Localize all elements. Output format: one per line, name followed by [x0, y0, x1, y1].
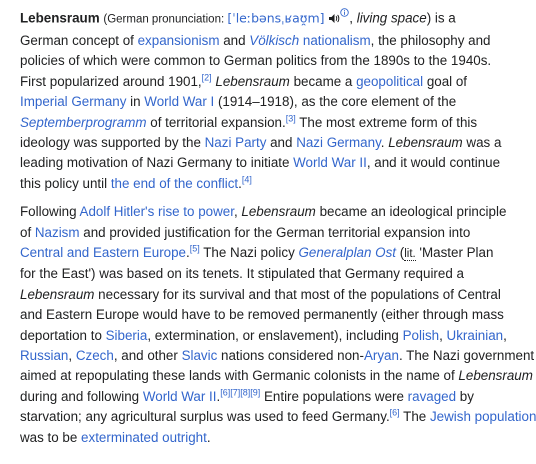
link-nazism[interactable]: Nazism [34, 224, 80, 240]
text: German concept of [20, 32, 138, 48]
intro-text: ) is a [426, 10, 456, 26]
text: became an ideological principle [315, 204, 507, 220]
link-world-war-i[interactable]: World War I [144, 94, 215, 110]
text: , and other [113, 347, 182, 363]
citation-link[interactable]: [6] [389, 407, 400, 418]
text: (1914–1918), as the core element of the [214, 94, 457, 110]
info-circle-icon[interactable] [340, 9, 349, 19]
text: nations considered non- [217, 347, 364, 363]
link-slavic[interactable]: Slavic [181, 347, 218, 363]
text: . The Nazi government [398, 347, 535, 363]
text: during and following [20, 388, 143, 404]
text: Following [20, 204, 80, 220]
text: . [238, 175, 242, 191]
text: First popularized around 1901, [20, 73, 202, 89]
text: , and it would continue [366, 155, 501, 171]
text: ideology was supported by the [20, 134, 205, 150]
link-czech[interactable]: Czech [75, 347, 114, 363]
gloss-text: living space [356, 10, 427, 26]
text: in [126, 94, 145, 110]
paragraph-intro [20, 8, 509, 194]
text: The most extreme form of this [295, 114, 478, 130]
link-volkisch[interactable]: Völkisch [249, 32, 300, 48]
text: The [399, 409, 430, 425]
link-nazi-germany[interactable]: Nazi Germany [296, 134, 381, 150]
paragraph-nazi-policy [20, 202, 536, 448]
text: , [439, 327, 447, 343]
text: . [216, 388, 221, 404]
citation-link[interactable]: [3] [285, 113, 296, 124]
text: ( [396, 244, 405, 260]
text: The Nazi policy [199, 244, 299, 260]
citation-link[interactable]: [6][7][8][9] [220, 387, 261, 398]
text: for the East') was based on its tenets. It stipulated that Germany required a [20, 266, 464, 282]
link-nationalism[interactable]: nationalism [302, 32, 371, 48]
link-siberia[interactable]: Siberia [105, 327, 148, 343]
speaker-icon[interactable] [328, 10, 340, 30]
text: and [219, 32, 250, 48]
text: by [456, 388, 474, 404]
link-end-of-conflict[interactable]: the end of the conflict [110, 175, 239, 191]
gloss-separator: , [349, 10, 357, 26]
pronunciation-label: (German pronunciation: [103, 13, 228, 26]
link-world-war-ii[interactable]: World War II [293, 155, 367, 171]
link-ravaged[interactable]: ravaged [407, 388, 457, 404]
italic-term: Lebensraum [241, 204, 316, 220]
citation-link[interactable]: [4] [241, 174, 252, 185]
text: , [68, 347, 76, 363]
link-russian[interactable]: Russian [20, 347, 69, 363]
text: of [20, 224, 35, 240]
text: , [233, 204, 242, 220]
text: and Eastern Europe would have to be removed permanently (either through mass [20, 307, 504, 323]
text: Entire populations were [260, 388, 408, 404]
text: this policy until [20, 175, 111, 191]
link-jewish-population[interactable]: Jewish population [429, 409, 536, 425]
text: policies of which were common to German politics from the 1890s to the 1940s. [20, 53, 492, 69]
text: , extermination, or enslavement), including [147, 327, 403, 343]
link-exterminated-outright[interactable]: exterminated outright [81, 429, 207, 445]
text: and provided justification for the German territorial expansion into [79, 224, 471, 240]
link-expansionism[interactable]: expansionism [137, 32, 220, 48]
italic-term: Lebensraum [388, 134, 463, 150]
text: starvation; any agricultural surplus was used to feed Germany. [20, 409, 390, 425]
text: . [206, 429, 211, 445]
link-imperial-germany[interactable]: Imperial Germany [20, 94, 127, 110]
text: . [186, 244, 190, 260]
text: aimed at repopulating these lands with Germanic colonists in the name of [20, 368, 459, 384]
link-ukrainian[interactable]: Ukrainian [446, 327, 504, 343]
text: necessary for its survival and that most of the populations of Central [94, 286, 501, 302]
citation-link[interactable]: [5] [189, 243, 200, 254]
text: was to be [20, 429, 82, 445]
article-term: Lebensraum [20, 10, 100, 26]
text: goal of [423, 73, 468, 89]
text: and [266, 134, 297, 150]
ipa-link[interactable]: [ˈleːbənsˌʁaʊ̯m] [227, 10, 325, 26]
link-septemberprogramm[interactable]: Septemberprogramm [20, 114, 147, 130]
text: , the philosophy and [370, 32, 491, 48]
text: 'Master Plan [415, 244, 494, 260]
italic-term: Lebensraum [20, 286, 95, 302]
link-central-eastern-europe[interactable]: Central and Eastern Europe [20, 244, 186, 260]
text: . [380, 134, 389, 150]
link-generalplan-ost[interactable]: Generalplan Ost [298, 244, 397, 260]
link-polish[interactable]: Polish [402, 327, 440, 343]
link-hitler-rise[interactable]: Adolf Hitler's rise to power [79, 204, 234, 220]
italic-term: Lebensraum [458, 368, 533, 384]
text: became a [289, 73, 357, 89]
link-geopolitical[interactable]: geopolitical [356, 73, 424, 89]
text: was a [462, 134, 502, 150]
italic-term: Lebensraum [215, 73, 290, 89]
literally-abbr: lit. [404, 247, 416, 260]
link-nazi-party[interactable]: Nazi Party [204, 134, 267, 150]
text: deportation to [20, 327, 106, 343]
citation-link[interactable]: [2] [201, 72, 212, 83]
link-aryan[interactable]: Aryan [363, 347, 399, 363]
text: , [503, 327, 507, 343]
link-world-war-ii[interactable]: World War II [142, 388, 217, 404]
text: leading motivation of Nazi Germany to initiate [20, 155, 294, 171]
text: of territorial expansion. [146, 114, 286, 130]
